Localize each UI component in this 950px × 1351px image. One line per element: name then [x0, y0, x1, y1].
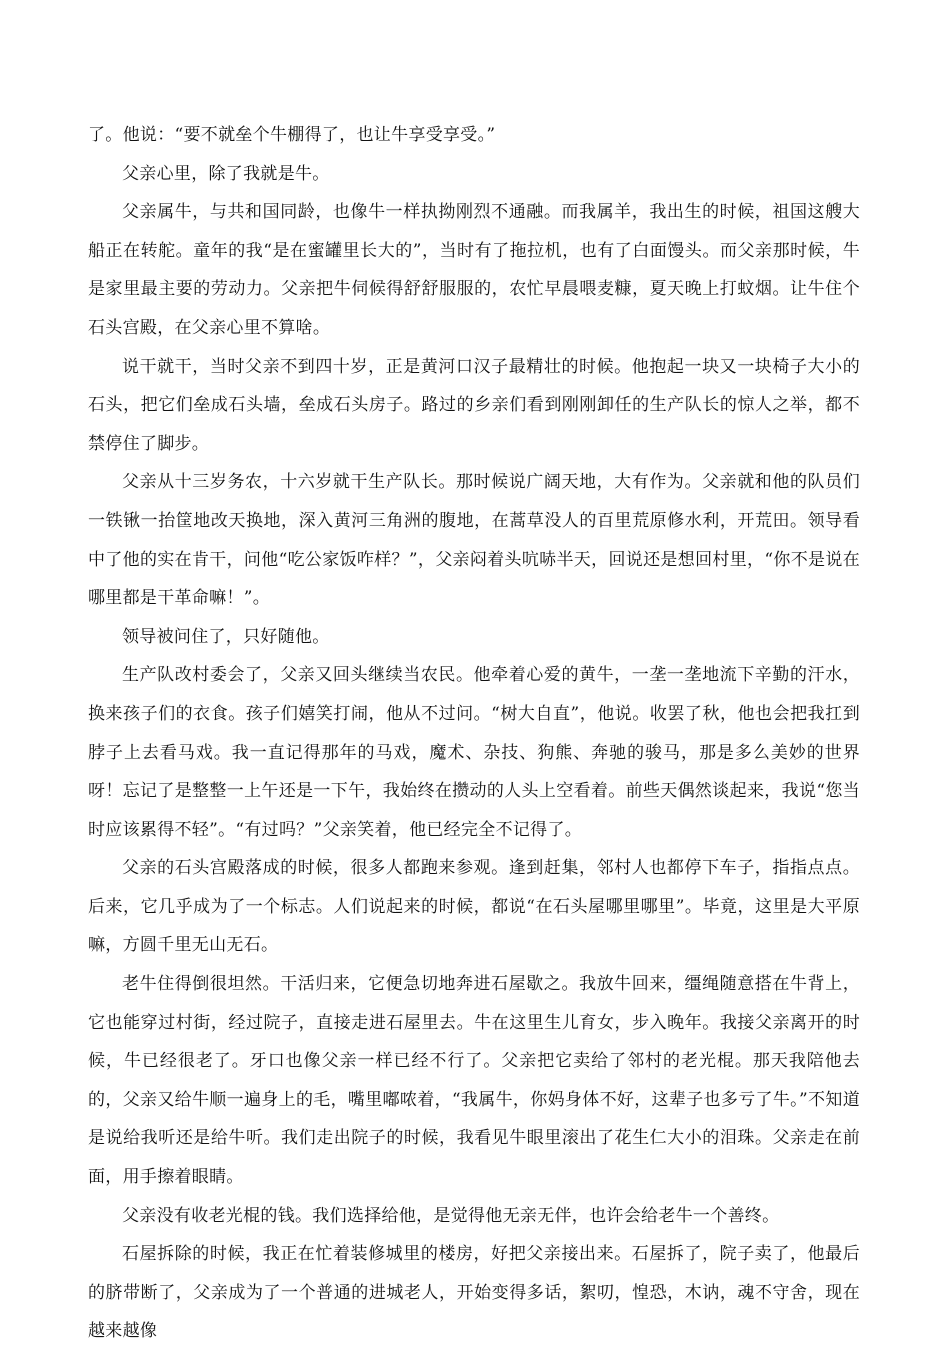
paragraph: 父亲从十三岁务农，十六岁就干生产队长。那时候说广阔天地，大有作为。父亲就和他的队员们一铁锹一抬筐地改天换地，深入黄河三角洲的腹地，在蒿草没人的百里荒原修水利，开荒田。领导看中了他的实在肯干，问他“吃公家饭咋样？”，父亲闷着头吭哧半天，回说还是想回村里，“你不是说在哪里都是干革命嘛！”。	[88, 472, 860, 609]
paragraph: 生产队改村委会了，父亲又回头继续当农民。他牵着心爱的黄牛，一垄一垄地流下辛勤的汗水，换来孩子们的衣食。孩子们嬉笑打闹，他从不过问。“树大自直”，他说。收罢了秋，他也会把我扛到脖子上去看马戏。我一直记得那年的马戏，魔术、杂技、狗熊、奔驰的骏马，那是多么美妙的世界呀！忘记了是整整一上午还是一下午，我始终在攒动的人头上空看着。前些天偶然谈起来，我说“您当时应该累得不轻”。“有过吗？”父亲笑着，他已经完全不记得了。	[88, 665, 860, 840]
paragraph: 石屋拆除的时候，我正在忙着装修城里的楼房，好把父亲接出来。石屋拆了，院子卖了，他最后的脐带断了，父亲成为了一个普通的进城老人，开始变得多话，絮叨，惶恐，木讷，魂不守舍，现在越来越像	[88, 1244, 860, 1342]
paragraph: 父亲心里，除了我就是牛。	[122, 163, 330, 184]
article-body	[88, 116, 860, 1351]
paragraph: 领导被问住了，只好随他。	[122, 626, 330, 647]
paragraph: 父亲属牛，与共和国同龄，也像牛一样执拗刚烈不通融。而我属羊，我出生的时候，祖国这艘大船正在转舵。童年的我“是在蜜罐里长大的”，当时有了拖拉机，也有了白面馒头。而父亲那时候，牛是家里最主要的劳动力。父亲把牛伺候得舒舒服服的，农忙早晨喂麦糠，夏天晚上打蚊烟。让牛住个石头宫殿，在父亲心里不算啥。	[88, 202, 860, 338]
paragraph: 父亲没有收老光棍的钱。我们选择给他，是觉得他无亲无伴，也许会给老牛一个善终。	[122, 1205, 780, 1226]
paragraph: 说干就干，当时父亲不到四十岁，正是黄河口汉子最精壮的时候。他抱起一块又一块椅子大小的石头，把它们垒成石头墙，垒成石头房子。路过的乡亲们看到刚刚卸任的生产队长的惊人之举，都不禁停住了脚步。	[88, 356, 860, 454]
paragraph: 老牛住得倒很坦然。干活归来，它便急切地奔进石屋歇之。我放牛回来，缰绳随意搭在牛背上，它也能穿过村街，经过院子，直接走进石屋里去。牛在这里生儿育女，步入晚年。我接父亲离开的时候，牛已经很老了。牙口也像父亲一样已经不行了。父亲把它卖给了邻村的老光棍。那天我陪他去的，父亲又给牛顺一遍身上的毛，嘴里嘟哝着，“我属牛，你妈身体不好，这辈子也多亏了牛。”不知道是说给我听还是给牛听。我们走出院子的时候，我看见牛眼里滚出了花生仁大小的泪珠。父亲走在前面，用手擦着眼睛。	[88, 974, 860, 1188]
paragraph: 父亲的石头宫殿落成的时候，很多人都跑来参观。逢到赶集，邻村人也都停下车子，指指点点。后来，它几乎成为了一个标志。人们说起来的时候，都说“在石头屋哪里哪里”。毕竟，这里是大平原嘛，方圆千里无山无石。	[88, 858, 860, 956]
paragraph: 了。他说：“要不就垒个牛棚得了，也让牛享受享受。”	[88, 125, 496, 145]
